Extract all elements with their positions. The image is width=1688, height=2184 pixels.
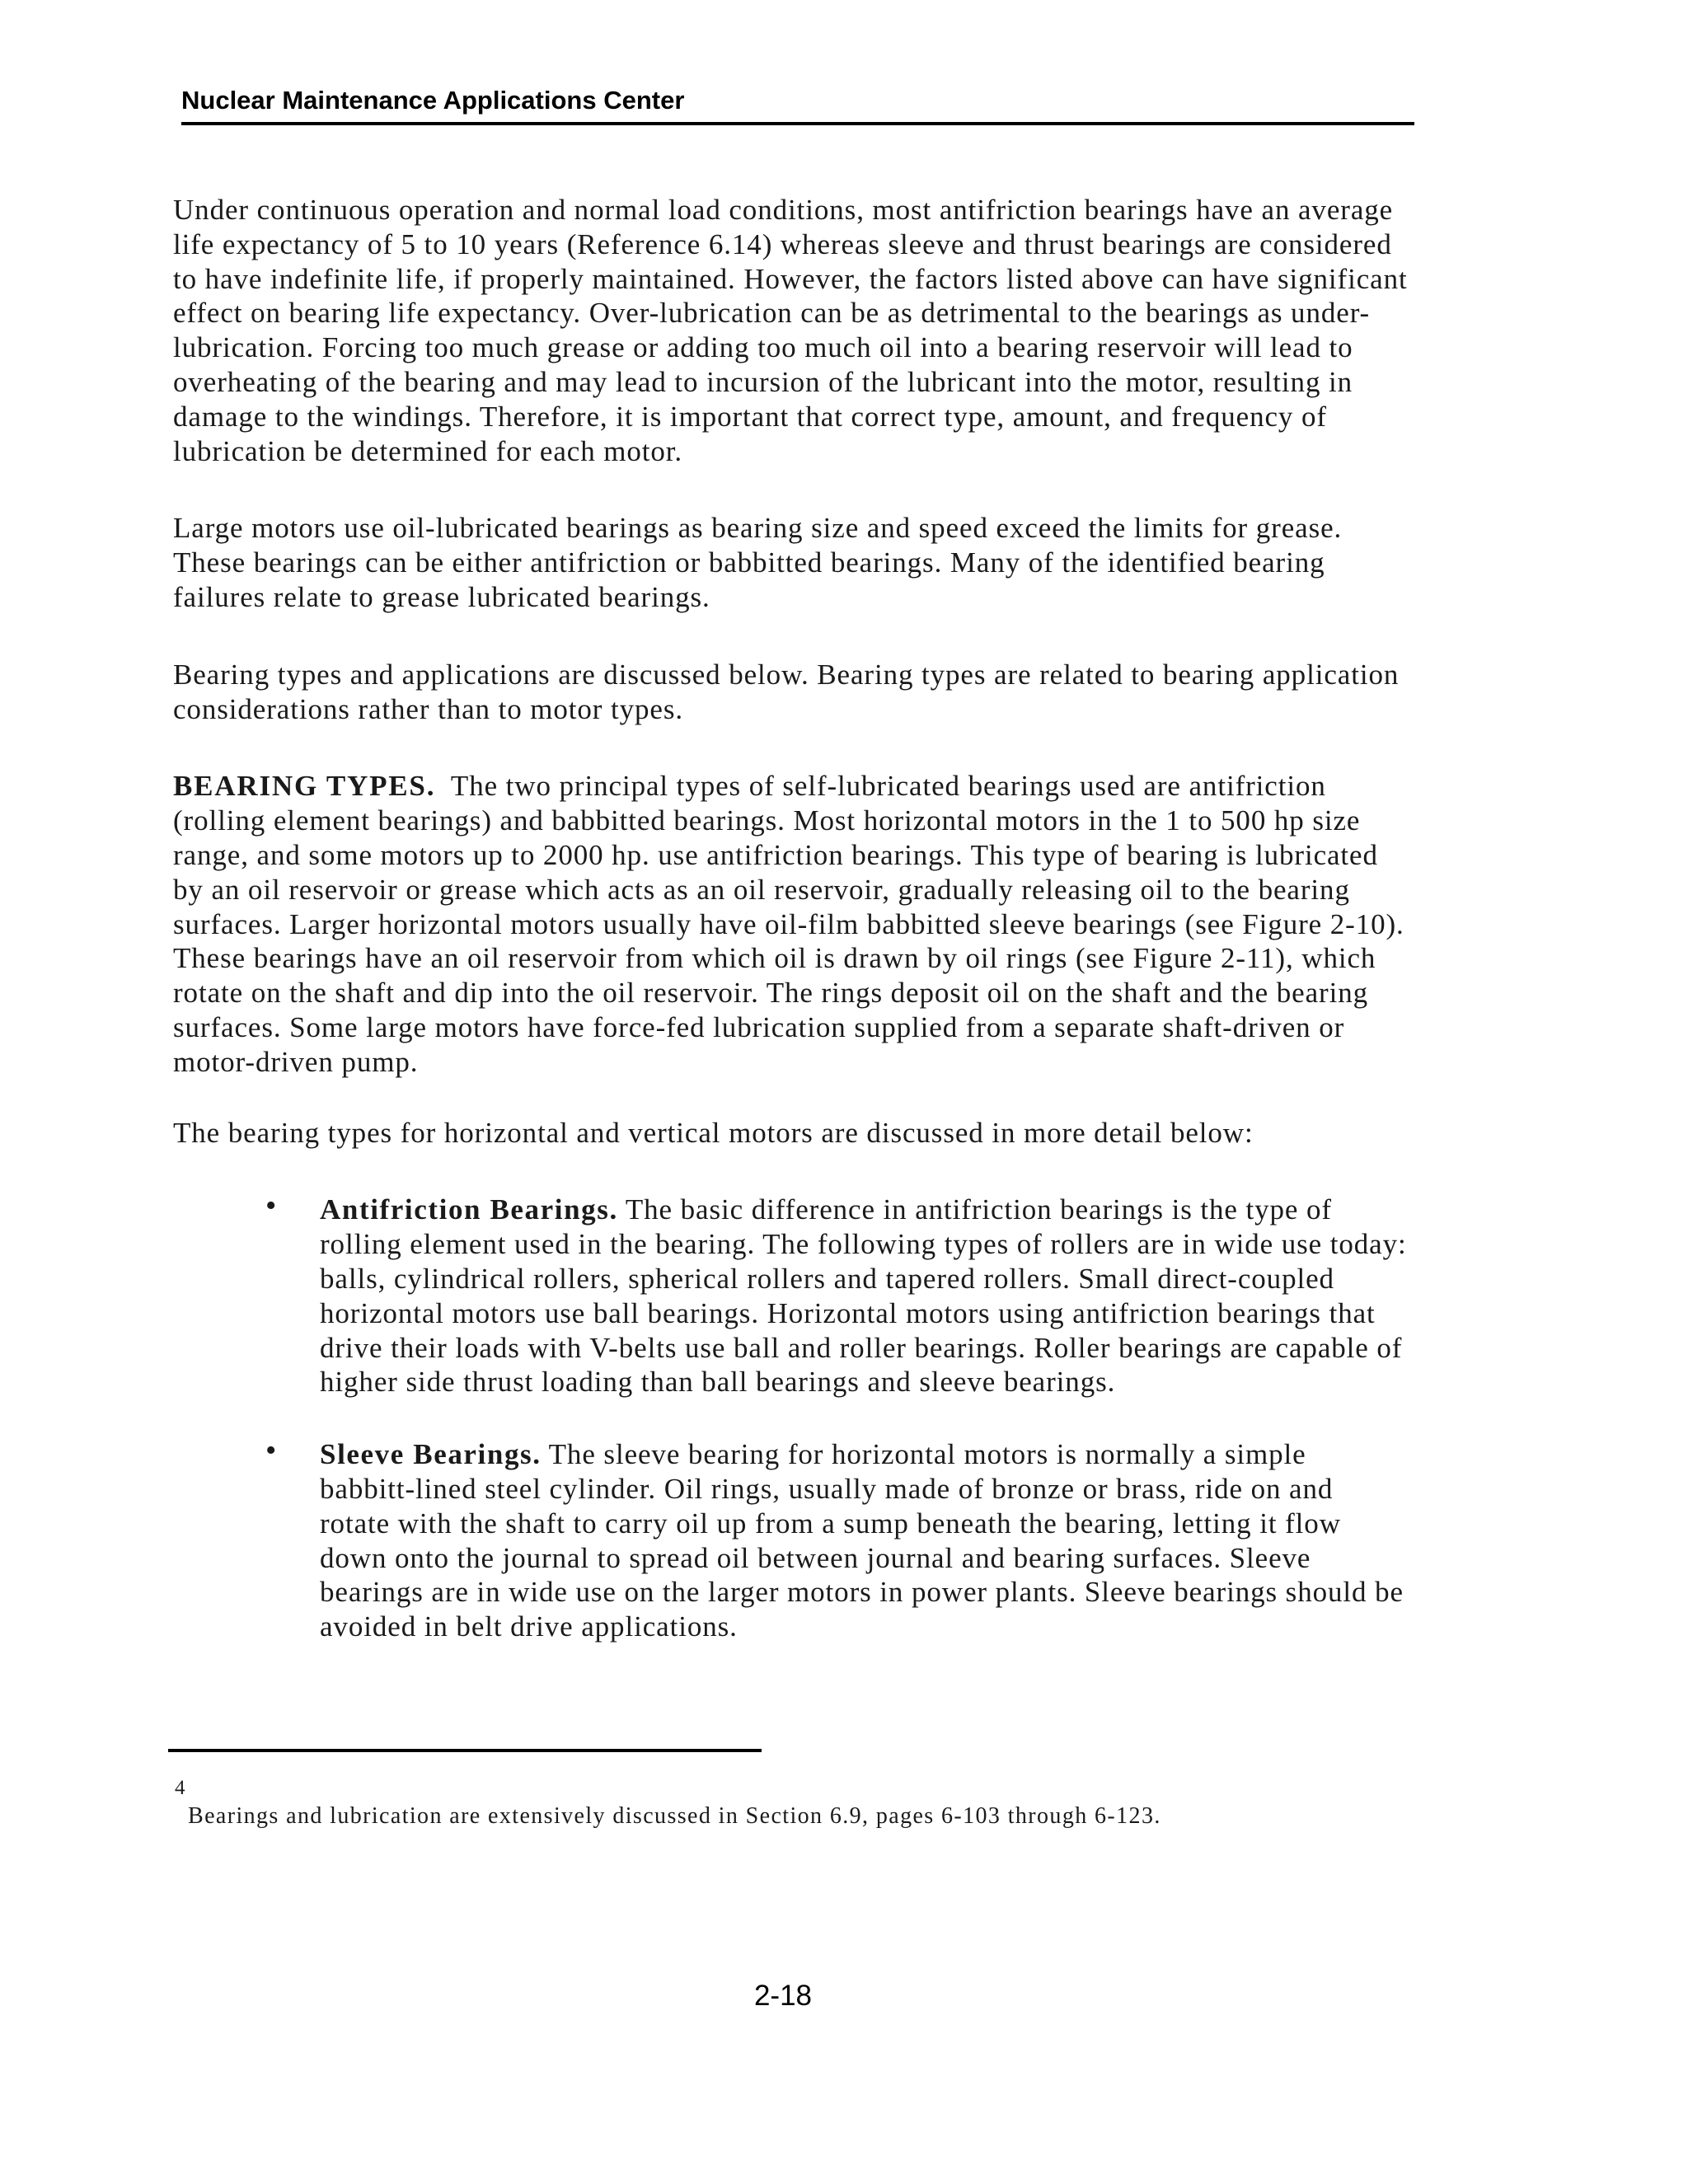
bullet-icon: • (265, 1433, 278, 1469)
bearing-bullet-list (173, 1188, 1409, 1644)
bullet-lead-sleeve: Sleeve Bearings. (320, 1438, 542, 1471)
header-title: Nuclear Maintenance Applications Center (181, 86, 685, 115)
section-lead-bearing-types: BEARING TYPES. (173, 770, 436, 803)
page-number: 2-18 (753, 1980, 813, 2012)
footnote-divider (168, 1749, 762, 1752)
bullet-icon: • (265, 1188, 278, 1224)
bullet-lead-antifriction: Antifriction Bearings. (320, 1193, 618, 1226)
paragraph-horizontal-vertical: The bearing types for horizontal and vertical motors are discussed in more detail below: (173, 1116, 1254, 1149)
bullet-text-sleeve: The sleeve bearing for horizontal motors is normally a simple babbitt-lined steel cylinder. Oil rings, usually made of bronze or brass, ride on and rotate with the shaft to carry oil up from a sump beneath the bearing, letting it flow down onto the journal to spread oil between journal and bearing surfaces. Sleeve bearings are in wide use on the larger motors in power plants. Sleeve bearings should be avoided in belt drive applications. (320, 1438, 1404, 1643)
list-item-antifriction (173, 1188, 1409, 1399)
body-text (173, 193, 1409, 1682)
footnote-number: 4 (175, 1777, 185, 1799)
paragraph-bearing-types (173, 769, 1409, 1079)
paragraph-bearing-types-text: The two principal types of self-lubricated bearings used are antifriction (rolling element bearings) and babbitted bearings. Most horizontal motors in the 1 to 500 hp size range, and some motors up to 2000 hp. use antifriction bearings. This type of bearing is lubricated by an oil reservoir or grease which acts as an oil reservoir, gradually releasing oil to the bearing surfaces. Larger horizontal motors usually have oil-film babbitted sleeve bearings (see Figure 2-10). These bearings have an oil reservoir from which oil is drawn by oil rings (see Figure 2-11), which rotate on the shaft and dip into the oil reservoir. The rings deposit oil on the shaft and the bearing surfaces. Some large motors have force-fed lubrication supplied from a separate shaft-driven or motor-driven pump. (173, 770, 1404, 1078)
paragraph-large-motors: Large motors use oil-lubricated bearings as bearing size and speed exceed the limits for grease. These bearings can be either antifriction or babbitted bearings. Many of the identified bearing failures relate to grease lubricated bearings. (173, 512, 1343, 613)
footnote-text: Bearings and lubrication are extensively discussed in Section 6.9, pages 6-103 through 6-123. (188, 1803, 1161, 1829)
paragraph-bearing-types-intro: Bearing types and applications are discussed below. Bearing types are related to bearing application considerations rather than to motor types. (173, 658, 1400, 725)
list-item-sleeve (173, 1433, 1409, 1644)
paragraph-bearing-life: Under continuous operation and normal load conditions, most antifriction bearings have an average life expectancy of 5 to 10 years (Reference 6.14) whereas sleeve and thrust bearings are considered to have indefinite life, if properly maintained. However, the factors listed above can have significant effect on bearing life expectancy. Over-lubrication can be as detrimental to the bearings as under-lubrication. Forcing too much grease or adding too much oil into a bearing reservoir will lead to overheating of the bearing and may lead to incursion of the lubricant into the motor, resulting in damage to the windings. Therefore, it is important that correct type, amount, and frequency of lubrication be determined for each motor. (173, 194, 1408, 467)
bullet-text-antifriction: The basic difference in antifriction bearings is the type of rolling element used in the bearing. The following types of rollers are in wide use today: balls, cylindrical rollers, spherical rollers and tapered rollers. Small direct-coupled horizontal motors use ball bearings. Horizontal motors using antifriction bearings that drive their loads with V-belts use ball and roller bearings. Roller bearings are capable of higher side thrust loading than ball bearings and sleeve bearings. (320, 1193, 1407, 1399)
running-header (181, 86, 1414, 125)
